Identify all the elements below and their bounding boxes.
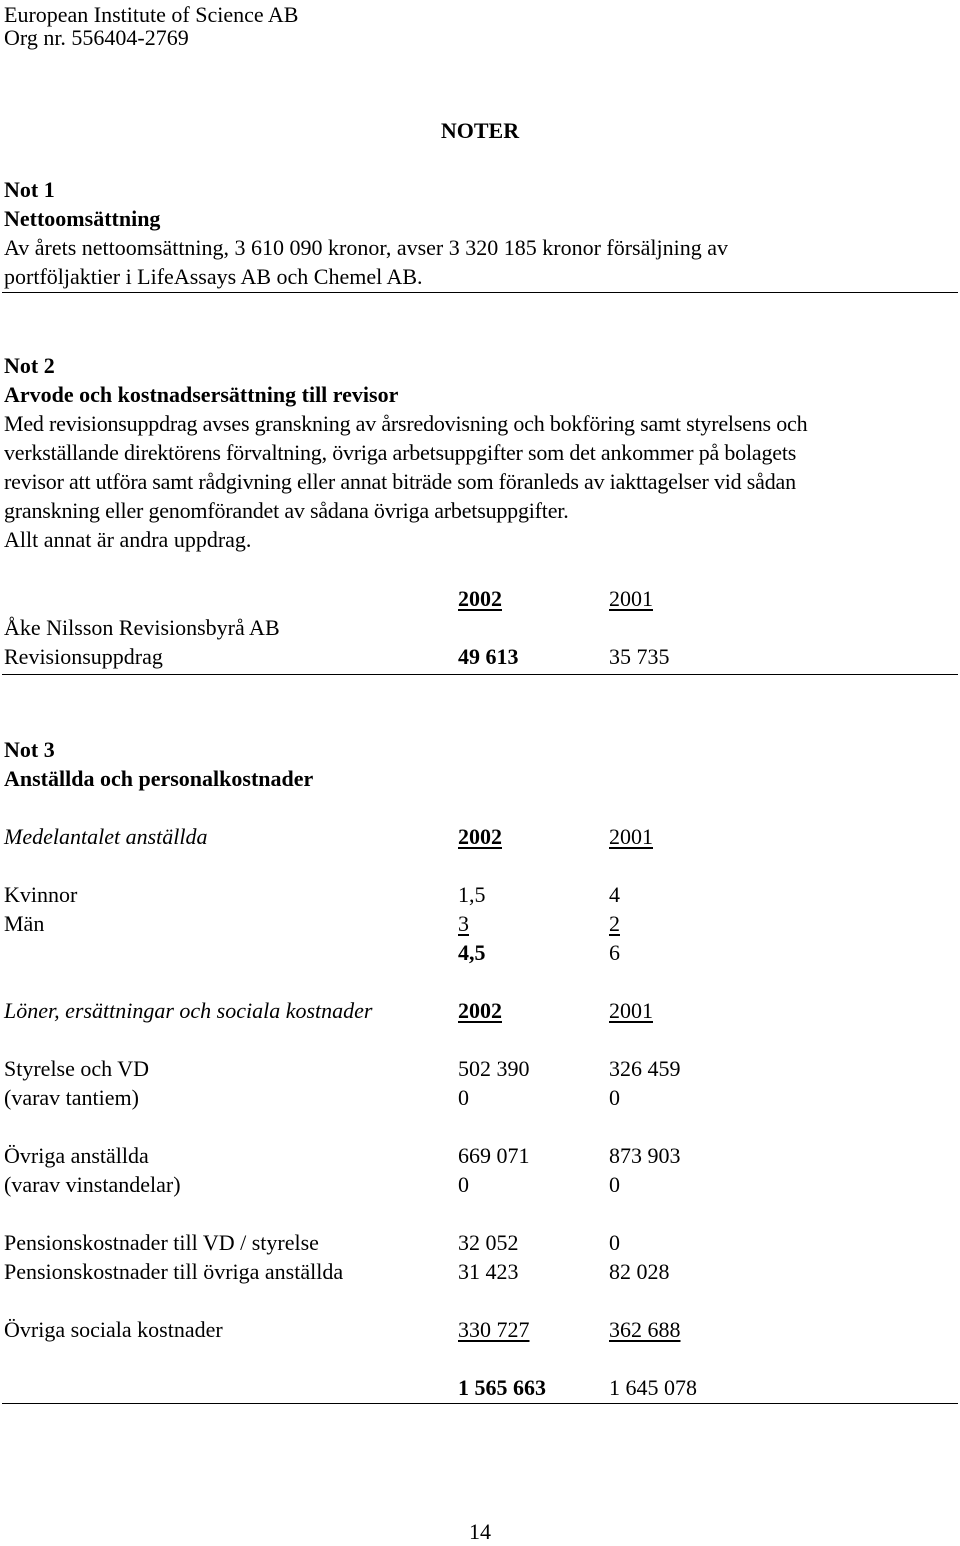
salaries-row-prior: 326 459	[609, 1056, 681, 1081]
salaries-row-prior: 0	[609, 1230, 620, 1255]
salaries-row-label: Pensionskostnader till övriga anställda	[4, 1259, 344, 1284]
note2-row-prior: 35 735	[609, 644, 670, 669]
employees-total-prior: 6	[609, 940, 620, 965]
note2-row-current: 49 613	[458, 644, 519, 669]
note2-text-line: Med revisionsuppdrag avses granskning av årsredovisning och bokföring samt styrelsens och	[4, 411, 808, 436]
employees-heading: Medelantalet anställda	[4, 824, 208, 849]
salaries-row-label: Övriga sociala kostnader	[4, 1317, 223, 1342]
salaries-row-prior: 0	[609, 1172, 620, 1197]
salaries-row-label: Styrelse och VD	[4, 1056, 150, 1081]
divider	[2, 674, 958, 675]
salaries-row-label: (varav vinstandelar)	[4, 1172, 181, 1197]
salaries-row-current: 0	[458, 1085, 469, 1110]
salaries-row-prior: 362 688	[609, 1317, 681, 1342]
employees-row-current: 3	[458, 911, 469, 936]
salaries-row-current: 502 390	[458, 1056, 530, 1081]
employees-total-current: 4,5	[458, 940, 486, 965]
salaries-row-current: 31 423	[458, 1259, 519, 1284]
employees-row-prior: 2	[609, 911, 620, 936]
company-name: European Institute of Science AB	[4, 2, 299, 27]
salaries-row-current: 0	[458, 1172, 469, 1197]
note2-text-line: granskning eller genomförandet av sådana övriga arbetsuppgifter.	[4, 498, 569, 523]
salaries-row-prior: 873 903	[609, 1143, 681, 1168]
note1-number: Not 1	[4, 177, 55, 202]
salaries-total-prior: 1 645 078	[609, 1375, 697, 1400]
note3-number: Not 3	[4, 737, 55, 762]
employees-row-current: 1,5	[458, 882, 486, 907]
salaries-row-current: 32 052	[458, 1230, 519, 1255]
salaries-row-label: Pensionskostnader till VD / styrelse	[4, 1230, 319, 1255]
employees-row-label: Kvinnor	[4, 882, 78, 907]
divider	[2, 292, 958, 293]
page-title: NOTER	[440, 118, 520, 143]
salaries-year-prior: 2001	[609, 998, 653, 1023]
org-number: Org nr. 556404-2769	[4, 25, 189, 50]
salaries-row-prior: 82 028	[609, 1259, 670, 1284]
divider	[2, 1403, 958, 1404]
note2-year-current: 2002	[458, 586, 502, 611]
employees-year-prior: 2001	[609, 824, 653, 849]
note2-row-label: Revisionsuppdrag	[4, 644, 163, 669]
salaries-row-current: 330 727	[458, 1317, 530, 1342]
salaries-row-current: 669 071	[458, 1143, 530, 1168]
note2-number: Not 2	[4, 353, 55, 378]
note2-title: Arvode och kostnadsersättning till revisor	[4, 382, 399, 407]
salaries-row-label: (varav tantiem)	[4, 1085, 139, 1110]
salaries-year-current: 2002	[458, 998, 502, 1023]
note1-text-line1: Av årets nettoomsättning, 3 610 090 kronor, avser 3 320 185 kronor försäljning av	[4, 235, 728, 260]
note2-text-line: Allt annat är andra uppdrag.	[4, 527, 252, 552]
salaries-total-current: 1 565 663	[458, 1375, 546, 1400]
page-number: 14	[469, 1519, 491, 1544]
note2-text-line: revisor att utföra samt rådgivning eller annat biträde som föranleds av iakttagelser vid sådan	[4, 469, 796, 494]
note3-title: Anställda och personalkostnader	[4, 766, 314, 791]
note1-title: Nettoomsättning	[4, 206, 161, 231]
employees-row-prior: 4	[609, 882, 620, 907]
salaries-heading: Löner, ersättningar och sociala kostnader	[4, 998, 373, 1023]
note2-auditor: Åke Nilsson Revisionsbyrå AB	[4, 615, 280, 640]
note2-year-prior: 2001	[609, 586, 653, 611]
salaries-row-label: Övriga anställda	[4, 1143, 149, 1168]
employees-row-label: Män	[4, 911, 45, 936]
note1-text-line2: portföljaktier i LifeAssays AB och Chemel AB.	[4, 264, 423, 289]
note2-text-line: verkställande direktörens förvaltning, övriga arbetsuppgifter som det ankommer på bolagets	[4, 440, 797, 465]
salaries-row-prior: 0	[609, 1085, 620, 1110]
employees-year-current: 2002	[458, 824, 502, 849]
